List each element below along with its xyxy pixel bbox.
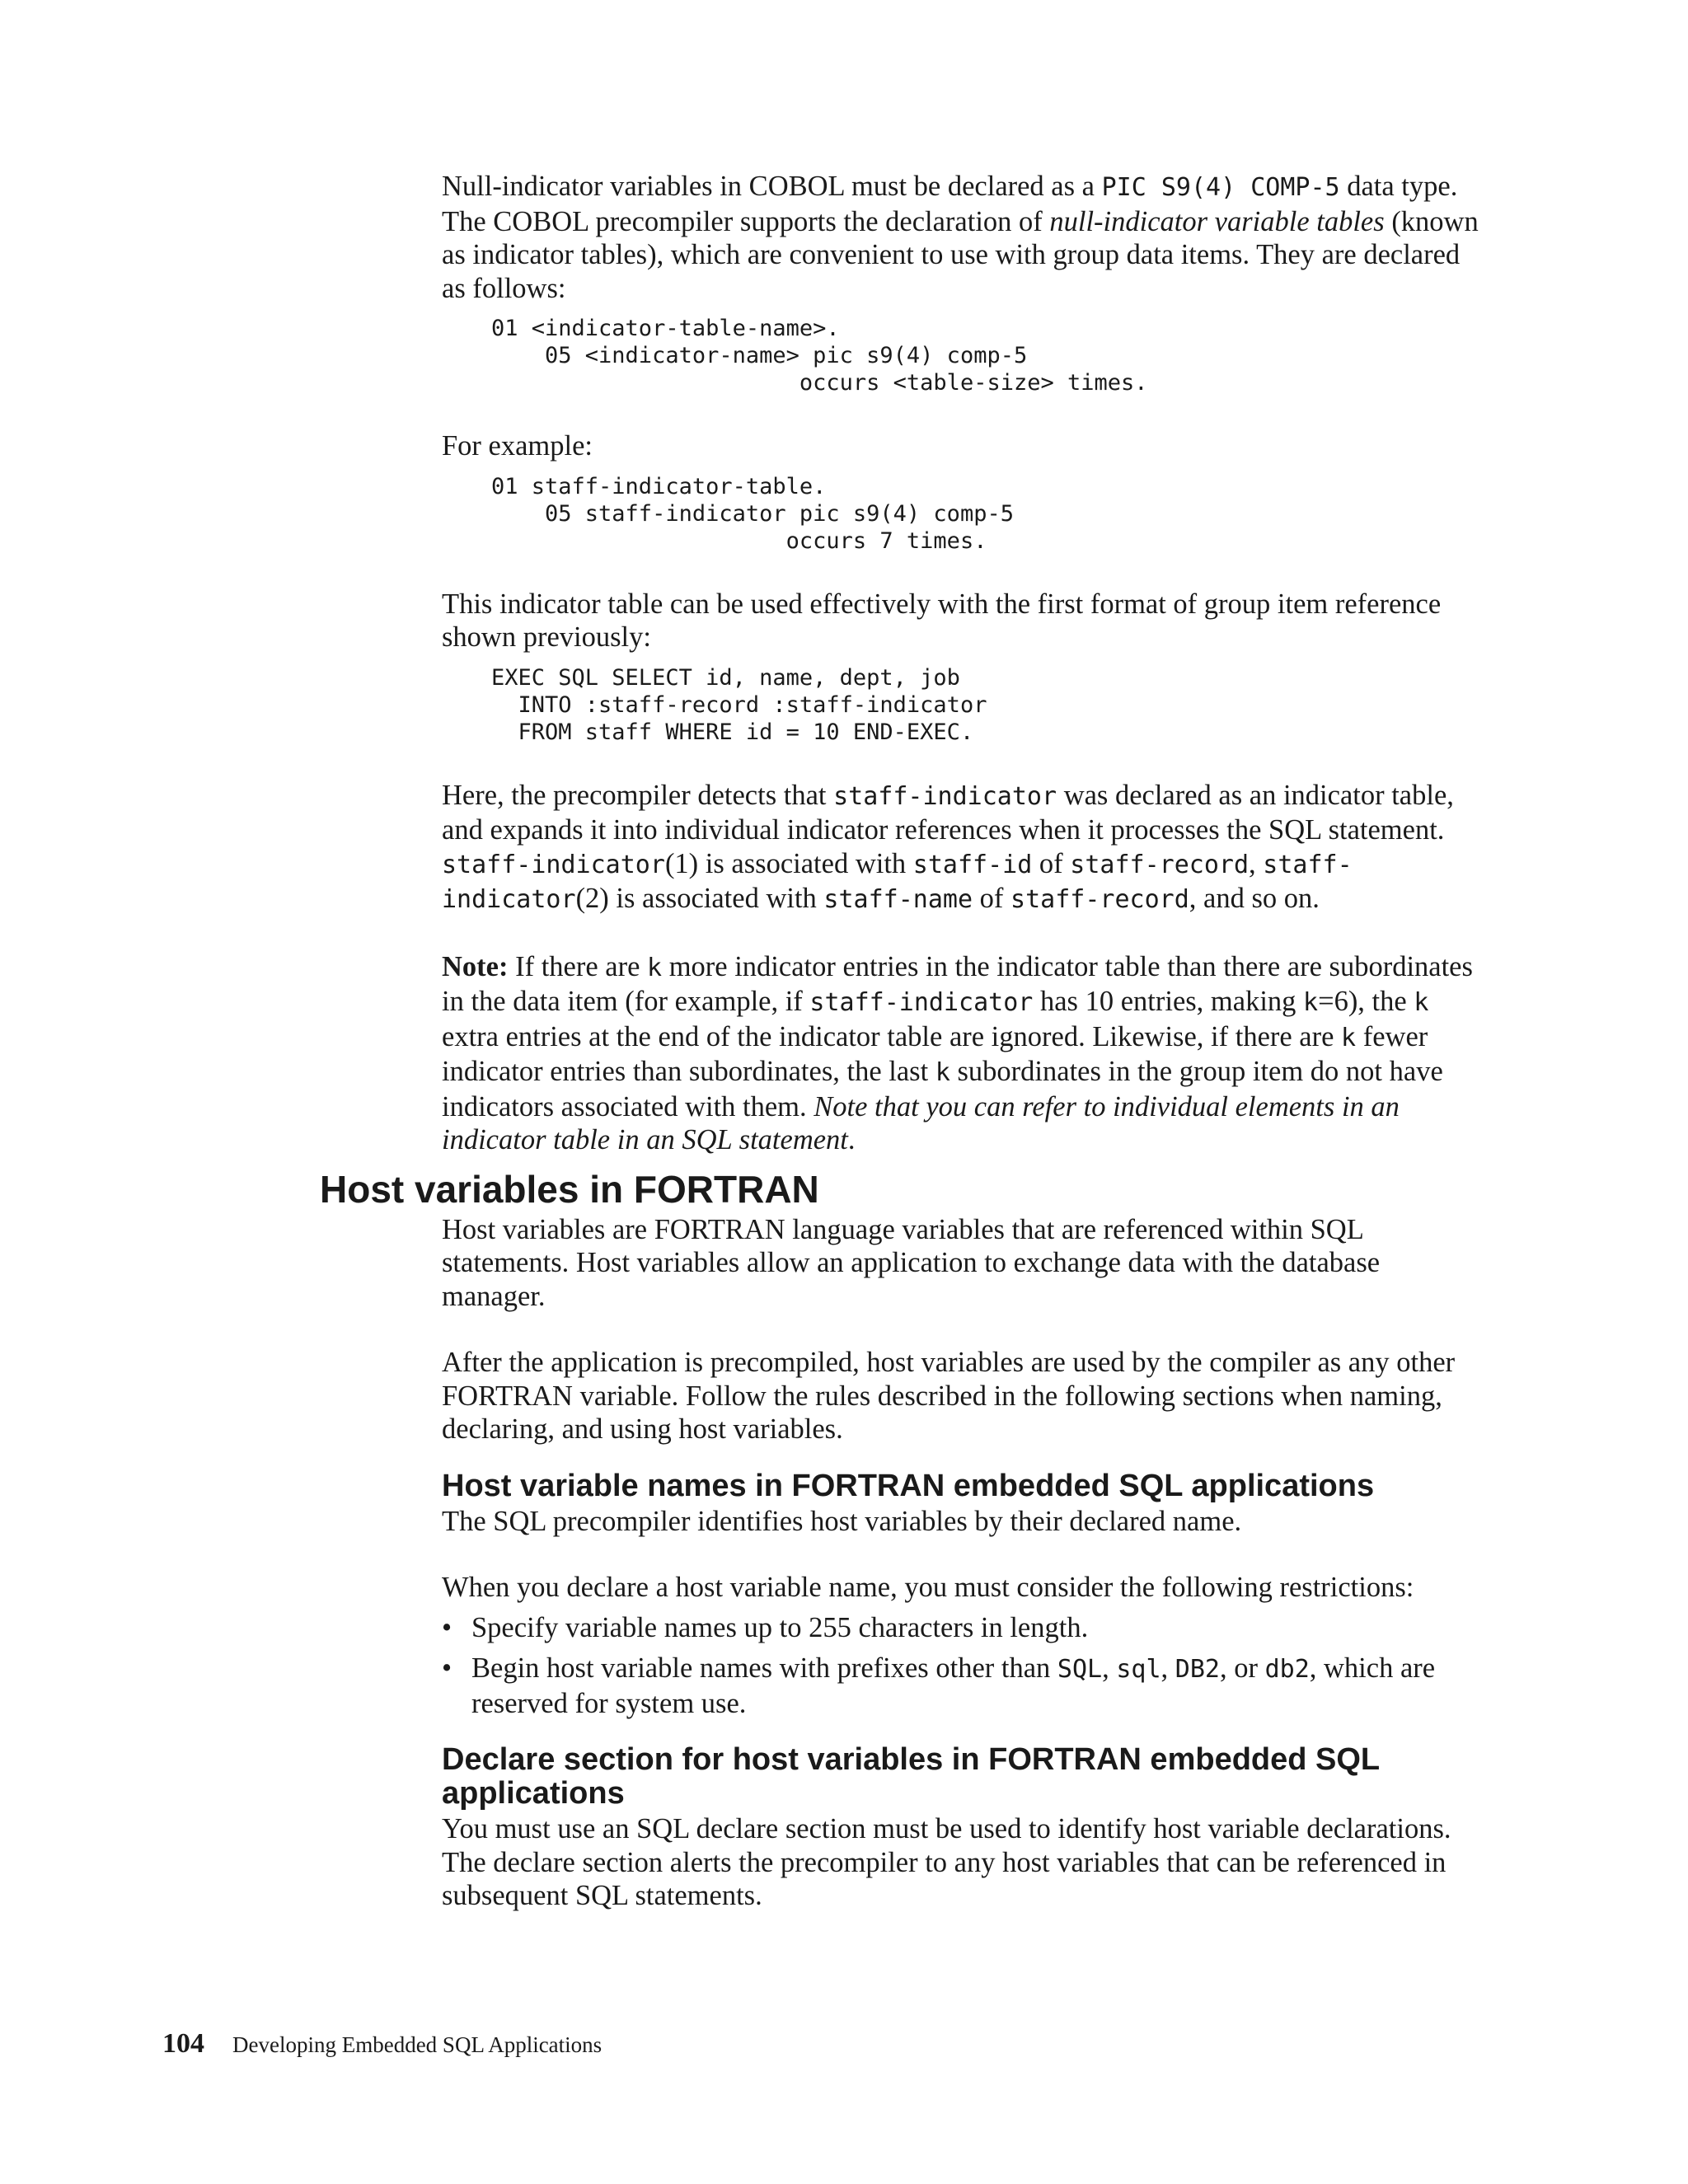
subsection-heading-host-variable-names: Host variable names in FORTRAN embedded SQL applications [442, 1468, 1375, 1503]
section-heading-host-variables-fortran: Host variables in FORTRAN [320, 1167, 819, 1211]
page-number: 104 [162, 2028, 204, 2059]
code-block-example: 01 staff-indicator-table. 05 staff-indicator pic s9(4) comp-5 occurs 7 times. [491, 473, 1014, 554]
page-footer [162, 2028, 602, 2061]
body-column [320, 170, 1489, 1913]
paragraph-for-example: For example: [442, 430, 593, 462]
note-paragraph: Note: If there are k more indicator entries in the indicator table than there are subordinates in the data item (for example, if staff-indicator has 10 entries, making k=6), the k extra entries at the end of the indicator table are ignored. Likewise, if there are k fewer indicator entries than subordinates, the last k subordinates in the group item do not have indicators associated with them. Note that you can refer to individual elements in an indicator table in an SQL statement. [442, 950, 1473, 1155]
list-item: • Begin host variable names with prefixes other than SQL, sql, DB2, or db2, which are reserved for system use. [442, 1652, 1436, 1719]
paragraph-indicator-table: This indicator table can be used effectively with the first format of group item reference shown previously: [442, 588, 1442, 653]
list-item: • Specify variable names up to 255 characters in length. [442, 1611, 1089, 1643]
paragraph-precompiler-detects: Here, the precompiler detects that staff-indicator was declared as an indicator table, and expands it into individual indicator references when it processes the SQL statement. staff-indicator(1) is associated with staff-id of staff-record, staff-indicator(2) is associated with staff-name of staff-record, and so on. [442, 779, 1454, 914]
book-title: Developing Embedded SQL Applications [232, 2032, 603, 2057]
code-block-declaration: 01 <indicator-table-name>. 05 <indicator-name> pic s9(4) comp-5 occurs <table-size> times. [491, 316, 1148, 396]
paragraph-null-indicator: Null-indicator variables in COBOL must be declared as a PIC S9(4) COMP-5 data type. The COBOL precompiler supports the declaration of null-indicator variable tables (known as indicator tables), which are convenient to use with group data items. They are declared as follows: [442, 171, 1479, 304]
bullet-icon: • [442, 1652, 452, 1684]
restrictions-list [442, 1611, 1489, 1721]
paragraph-after-precompiled: After the application is precompiled, host variables are used by the compiler as any other FORTRAN variable. Follow the rules described in the following sections when naming, declaring, and using host variables. [442, 1347, 1456, 1445]
paragraph-restrictions: When you declare a host variable name, you must consider the following restrictions: [442, 1572, 1414, 1603]
subsection-heading-declare-section: Declare section for host variables in FORTRAN embedded SQL applications [442, 1742, 1380, 1811]
paragraph-precompiler-identifies: The SQL precompiler identifies host variables by their declared name. [442, 1505, 1242, 1537]
bullet-icon: • [442, 1611, 452, 1643]
emphasis: null-indicator variable tables [1049, 205, 1385, 237]
inline-code: PIC S9(4) COMP-5 [1101, 173, 1340, 202]
paragraph-declare-section: You must use an SQL declare section must be used to identify host variable declarations. The declare section alerts the precompiler to any host variables that can be referenced in subsequent SQL statements. [442, 1813, 1451, 1911]
note-label: Note: [442, 950, 509, 982]
code-block-sql: EXEC SQL SELECT id, name, dept, job INTO :staff-record :staff-indicator FROM staff WHERE id = 10 END-EXEC. [491, 664, 987, 745]
paragraph-host-variables-intro: Host variables are FORTRAN language variables that are referenced within SQL statements. Host variables allow an application to exchange data with the database manager. [442, 1213, 1381, 1312]
